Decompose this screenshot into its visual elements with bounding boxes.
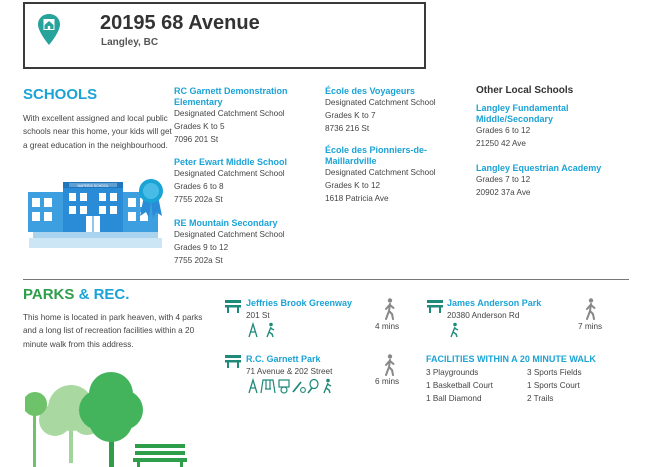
school-type: Designated Catchment School xyxy=(174,109,285,118)
school-address: 1618 Patricia Ave xyxy=(325,193,389,203)
playground-icon xyxy=(249,380,257,393)
school-sign-text: NAPERIS SCHOOL xyxy=(77,184,109,188)
playground-icon xyxy=(249,324,257,337)
school-grades: Grades 6 to 8 xyxy=(174,181,224,191)
school-name[interactable]: Peter Ewart Middle School xyxy=(174,157,288,167)
school-card-re-mountain xyxy=(174,218,314,267)
walking-person-icon xyxy=(584,298,598,320)
facility-item: 3 Playgrounds xyxy=(426,368,479,377)
facilities-col-1 xyxy=(426,366,493,405)
facility-item: 3 Sports Fields xyxy=(527,368,582,377)
school-address: 7755 202a St xyxy=(174,194,223,204)
school-address: 20902 37a Ave xyxy=(476,187,531,197)
school-address: 21250 42 Ave xyxy=(476,138,526,148)
park-address-james-anderson: 20380 Anderson Rd xyxy=(447,311,520,320)
tennis-icon xyxy=(308,380,318,394)
school-grades: Grades K to 12 xyxy=(325,180,381,190)
facilities-col-2 xyxy=(527,366,582,405)
address-city: Langley, BC xyxy=(101,37,159,48)
school-card-voyageurs xyxy=(325,86,465,135)
walking-person-icon xyxy=(383,354,397,376)
walk-time-james-anderson: 7 mins xyxy=(578,322,603,331)
school-type: Designated Catchment School xyxy=(325,98,436,107)
hiking-icon xyxy=(448,322,462,338)
facility-item: 1 Ball Diamond xyxy=(426,394,482,403)
school-grades: Grades 7 to 12 xyxy=(476,175,531,184)
park-amenity-icons xyxy=(247,378,337,394)
parks-title-main: PARKS xyxy=(23,286,75,303)
park-address-rc-garnett: 71 Avenue & 202 Street xyxy=(246,367,333,376)
school-card-peter-ewart xyxy=(174,157,314,206)
park-bench-icon xyxy=(224,299,242,313)
park-amenity-icons xyxy=(247,322,281,338)
award-ribbon-icon xyxy=(136,178,166,220)
parks-intro: This home is located in park heaven, with 4 parks and a long list of recreation facilities within a 20 minute walk from this address. xyxy=(23,313,203,349)
school-type: Designated Catchment School xyxy=(325,168,436,177)
facility-item: 2 Trails xyxy=(527,394,554,403)
home-pin-icon xyxy=(37,13,61,47)
swing-icon xyxy=(261,380,275,393)
school-card-rc-garnett xyxy=(174,86,314,146)
school-type: Designated Catchment School xyxy=(174,169,285,178)
school-grades: Grades 6 to 12 xyxy=(476,126,531,135)
park-bench-icon xyxy=(224,354,242,368)
school-grades: Grades K to 7 xyxy=(325,110,376,120)
facility-item: 1 Basketball Court xyxy=(426,381,493,390)
trees-illustration xyxy=(25,358,200,467)
walk-time-jeffries: 4 mins xyxy=(375,322,400,331)
other-schools-title: Other Local Schools xyxy=(476,85,574,96)
school-name[interactable]: Langley Fundamental Middle/Secondary xyxy=(476,103,569,124)
park-address-jeffries: 201 St xyxy=(246,311,270,320)
walking-person-icon xyxy=(383,298,397,320)
school-grades: Grades K to 5 xyxy=(174,121,225,131)
address-title: 20195 68 Avenue xyxy=(100,12,260,34)
schools-title: SCHOOLS xyxy=(23,86,98,103)
section-divider xyxy=(23,279,629,280)
park-name-james-anderson[interactable]: James Anderson Park xyxy=(447,298,542,308)
school-address: 7755 202a St xyxy=(174,255,223,265)
school-name[interactable]: Langley Equestrian Academy xyxy=(476,163,602,173)
school-name[interactable]: École des Pionniers-de-Maillardville xyxy=(325,145,428,166)
school-name[interactable]: École des Voyageurs xyxy=(325,86,415,96)
basketball-icon xyxy=(279,380,289,393)
walk-time-rc-garnett: 6 mins xyxy=(375,377,400,386)
facility-item: 1 Sports Court xyxy=(527,381,580,390)
school-type: Designated Catchment School xyxy=(174,230,285,239)
park-bench-icon xyxy=(426,299,444,313)
other-school-card-equestrian xyxy=(476,163,626,200)
school-name[interactable]: RC Garnett Demonstration Elementary xyxy=(174,86,288,107)
facilities-title: FACILITIES WITHIN A 20 MINUTE WALK xyxy=(426,354,596,364)
school-card-pionniers xyxy=(325,145,445,205)
other-school-card-langley-fundamental xyxy=(476,103,596,151)
schools-intro: With excellent assigned and local public schools near this home, your kids will get a great education in the neighbourhood. xyxy=(23,114,172,150)
baseball-icon xyxy=(293,382,305,392)
school-address: 8736 216 St xyxy=(325,123,370,133)
school-grades: Grades 9 to 12 xyxy=(174,242,229,252)
park-name-rc-garnett[interactable]: R.C. Garnett Park xyxy=(246,354,321,364)
park-name-jeffries[interactable]: Jeffries Brook Greenway xyxy=(246,298,353,308)
school-name[interactable]: RE Mountain Secondary xyxy=(174,218,278,228)
parks-title-rec: & REC. xyxy=(78,286,130,303)
hiking-icon xyxy=(324,379,331,393)
hiking-icon xyxy=(267,323,274,337)
school-address: 7096 201 St xyxy=(174,134,219,144)
parks-title xyxy=(23,286,129,303)
